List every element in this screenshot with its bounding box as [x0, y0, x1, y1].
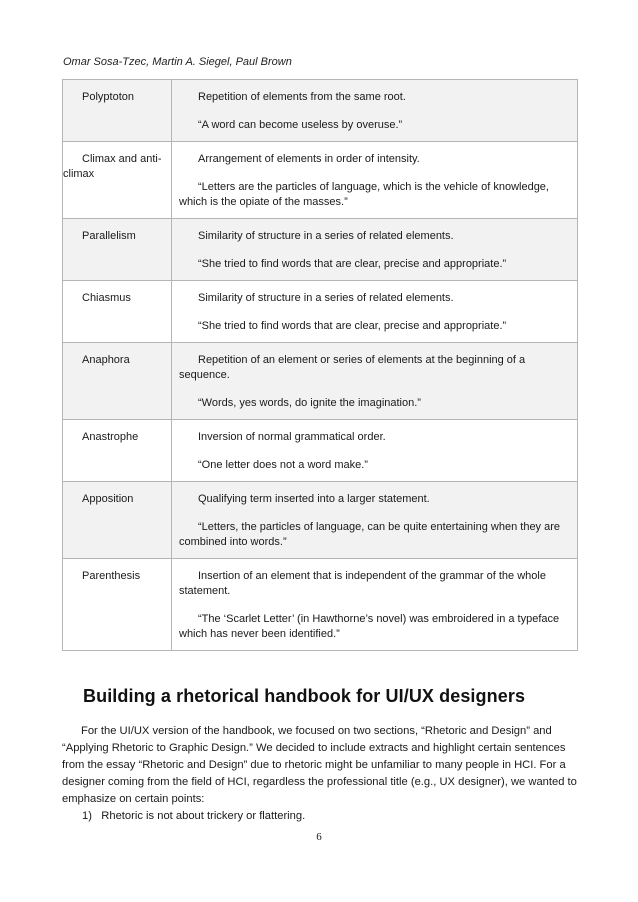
term-cell: Chiasmus [63, 281, 172, 343]
description-cell [172, 559, 578, 651]
body-text [62, 723, 580, 825]
table-row [63, 219, 578, 281]
example-text: “Letters are the particles of language, which is the vehicle of knowledge, which is the opiate of the masses.” [179, 181, 549, 208]
definition-text: Similarity of structure in a series of related elements. [198, 292, 454, 304]
description-cell [172, 219, 578, 281]
table-row [63, 281, 578, 343]
term-cell: Parallelism [63, 219, 172, 281]
definition-text: Inversion of normal grammatical order. [198, 431, 386, 443]
description-cell [172, 482, 578, 559]
rhetorical-figures-table [62, 79, 578, 651]
example-text: “Letters, the particles of language, can be quite entertaining when they are combined into words.” [179, 521, 561, 548]
table-row [63, 80, 578, 142]
description-cell [172, 142, 578, 219]
example-text: “Words, yes words, do ignite the imagination.” [198, 397, 421, 409]
definition-text: Arrangement of elements in order of intensity. [198, 153, 420, 165]
section-heading: Building a rhetorical handbook for UI/UX designers [83, 686, 526, 706]
definition-text: Repetition of elements from the same root. [198, 91, 406, 103]
term-cell: Apposition [63, 482, 172, 559]
table-row [63, 559, 578, 651]
body-paragraph: For the UI/UX version of the handbook, we focused on two sections, “Rhetoric and Design” and “Applying Rhetoric to Graphic Design.” We decided to include extracts and highlight certain sentences from the essay “Rhetoric and Design” due to rhetoric might be unfamiliar to many people in HCI. For a designer coming from the field of HCI, regardless the professional title (e.g., UX designer), we wanted to emphasize on certain points: [62, 725, 577, 805]
table-row [63, 482, 578, 559]
term-cell: Parenthesis [63, 559, 172, 651]
running-header: Omar Sosa-Tzec, Martin A. Siegel, Paul Brown [63, 56, 292, 68]
description-cell [172, 281, 578, 343]
page-number: 6 [316, 831, 322, 843]
list-item: 1) Rhetoric is not about trickery or flattering. [82, 810, 306, 822]
table-row [63, 420, 578, 482]
table-row [63, 343, 578, 420]
term-cell: Climax and anti-climax [63, 142, 172, 219]
example-text: “The ‘Scarlet Letter’ (in Hawthorne’s novel) was embroidered in a typeface which has never been identified.” [179, 613, 560, 640]
description-cell [172, 80, 578, 142]
definition-text: Insertion of an element that is independent of the grammar of the whole statement. [179, 570, 546, 597]
description-cell [172, 420, 578, 482]
definition-text: Qualifying term inserted into a larger statement. [198, 493, 430, 505]
term-cell: Polyptoton [63, 80, 172, 142]
description-cell [172, 343, 578, 420]
term-cell: Anastrophe [63, 420, 172, 482]
definition-text: Repetition of an element or series of elements at the beginning of a sequence. [179, 354, 526, 381]
example-text: “A word can become useless by overuse.” [198, 119, 403, 131]
definition-text: Similarity of structure in a series of related elements. [198, 230, 454, 242]
example-text: “One letter does not a word make.” [198, 459, 368, 471]
example-text: “She tried to find words that are clear, precise and appropriate.” [198, 258, 507, 270]
term-cell: Anaphora [63, 343, 172, 420]
table-row [63, 142, 578, 219]
example-text: “She tried to find words that are clear, precise and appropriate.” [198, 320, 507, 332]
